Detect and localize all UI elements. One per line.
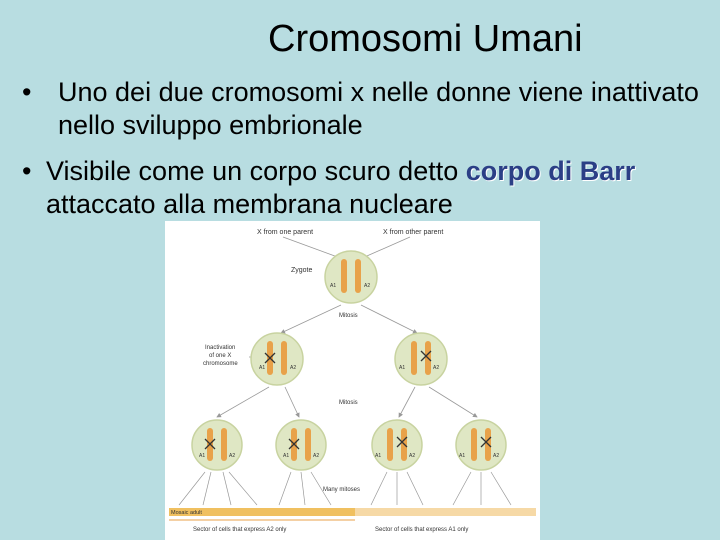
cell-level2-left [251,333,303,385]
svg-text:A1: A1 [199,453,206,459]
arrow [361,305,417,333]
barr-body-highlight: corpo di Barr [465,156,636,186]
label-sector-a1: Sector of cells that express A1 only [375,527,469,533]
label-inactivation-1: Inactivation [205,345,236,351]
arrow [285,387,299,417]
label-x-one-parent: X from one parent [257,229,314,236]
label-many-mitoses: Many mitoses [323,487,361,493]
cell-level2-right [395,333,447,385]
label-mitosis-2: Mitosis [339,400,358,406]
cell-level3-4 [456,420,506,470]
svg-text:A2: A2 [290,365,297,371]
x-inactivation-figure [165,221,540,540]
arrow [360,237,410,259]
label-zygote: Zygote [291,267,313,274]
label-sector-a2: Sector of cells that express A2 only [193,527,287,533]
svg-text:A1: A1 [330,283,337,289]
mosaic-bar-right [355,508,536,516]
svg-text:A2: A2 [313,453,320,459]
cell-level3-1 [192,420,242,470]
bullet-item-2 [22,155,702,221]
bullet-marker: • [22,156,32,186]
arrow [281,305,341,333]
arrow [399,387,415,417]
svg-text:A2: A2 [493,453,500,459]
arrow [283,237,343,259]
svg-text:A1: A1 [283,453,290,459]
label-inactivation-3: chromosome [203,361,238,367]
svg-text:A2: A2 [433,365,440,371]
bullet-item-1 [22,76,702,142]
cell-level3-3 [372,420,422,470]
x-inactivation-diagram [165,221,540,540]
zygote-cell [325,251,377,303]
svg-text:A2: A2 [364,283,371,289]
svg-text:A1: A1 [375,453,382,459]
arrow [429,387,477,417]
label-mitosis-1: Mitosis [339,313,358,319]
slide-title: Cromosomi Umani [268,18,583,60]
label-mosaic-adult: Mosaic adult [171,510,202,516]
label-x-other-parent: X from other parent [383,229,444,236]
cell-level3-2 [276,420,326,470]
svg-text:A2: A2 [409,453,416,459]
arrow [217,387,269,417]
svg-text:A1: A1 [399,365,406,371]
bullet-text: Uno dei due cromosomi x nelle donne viene inattivato nello sviluppo embrionale [58,77,699,140]
bullet-text-after: attaccato alla membrana nucleare [46,189,453,219]
bullet-text-before: Visibile come un corpo scuro detto [46,156,466,186]
svg-text:A1: A1 [259,365,266,371]
svg-text:A2: A2 [229,453,236,459]
bullet-text [22,155,702,221]
bullet-marker: • [22,77,32,107]
label-inactivation-2: of one X [209,353,232,359]
svg-text:A1: A1 [459,453,466,459]
